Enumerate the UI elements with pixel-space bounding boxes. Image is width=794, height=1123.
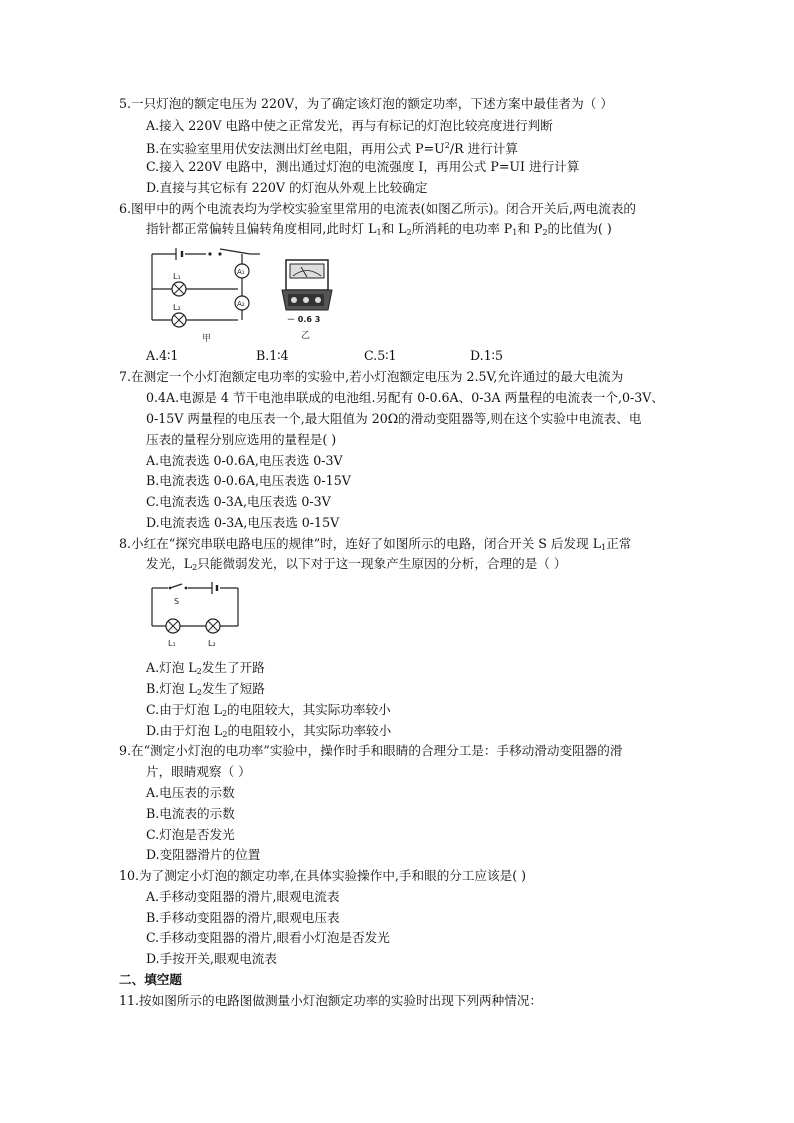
q7-stem-line3: 0-15V 两量程的电压表一个,最大阻值为 20Ω的滑动变阻器等,则在这个实验中电流表、电 [146,411,642,426]
lamp-l2-label: L₂ [173,303,181,312]
q11-stem: 11.按如图所示的电路图做测量小灯泡额定功率的实验时出现下列两种情况： [119,993,543,1008]
lamp-l2-label: L₂ [208,639,216,648]
q6-option-a: A.4∶1 [146,348,179,363]
q10-option-b: B.手移动变阻器的滑片,眼观电压表 [146,910,340,925]
q8-option-a: A.灯泡 $L_2$发生了开路 [146,660,265,676]
q10-option-a: A.手移动变阻器的滑片,眼观电流表 [146,889,340,904]
q10-option-d: D.手按开关,眼观电流表 [146,951,277,966]
figure-jia-label: 甲 [202,334,212,344]
lamp-l1-label: L₁ [173,272,181,281]
q7-option-a: A.电流表选 0-0.6A,电压表选 0-3V [146,453,343,468]
q7-stem-line1: 7.在测定一个小灯泡额定电功率的实验中,若小灯泡额定电压为 2.5V,允许通过的最大电流为 [119,369,624,384]
q6-circuit-figure [146,244,266,344]
switch-s-label: S [174,597,180,606]
q5-option-d: D.直接与其它标有 220V 的灯泡从外观上比较确定 [146,180,428,195]
figure-yi-label: 乙 [301,331,311,341]
q5-option-c: C.接入 220V 电路中，测出通过灯泡的电流强度 I，再用公式 P=UI 进行计算 [146,159,580,174]
lamp-l1-label: L₁ [168,639,176,648]
q6-option-c: C.5∶1 [364,348,397,363]
q6-stem-line1: 6.图甲中的两个电流表均为学校实验室里常用的电流表(如图乙所示)。闭合开关后,两电流表的 [119,201,637,216]
q8-option-c: C.由于灯泡 $L_2$的电阻较大，其实际功率较小 [146,702,391,718]
q9-option-b: B.电流表的示数 [146,806,235,821]
switch-line [220,249,250,254]
q9-stem-line2: 片，眼睛观察（ ） [146,764,251,779]
q8-option-d: D.由于灯泡 $L_2$的电阻较小，其实际功率较小 [146,723,392,739]
q9-option-a: A.电压表的示数 [146,785,235,800]
q9-option-d: D.变阻器滑片的位置 [146,847,261,862]
ammeter-a1-label: A₁ [237,268,245,276]
q9-stem-line1: 9.在“测定小灯泡的电功率”实验中，操作时手和眼睛的合理分工是：手移动滑动变阻器的滑 [119,743,623,758]
ammeter-scale-label: － 0.6 3 [287,315,321,324]
q7-stem-line2: 0.4A.电源是 4 节干电池串联成的电池组.另配有 0-0.6A、0-3A 两量程的电流表一个,0-3V、 [146,390,664,405]
q5-option-b: B.在实验室里用伏安法测出灯丝电阻，再用公式 $P=U^2/R$ 进行计算 [146,141,518,156]
q9-option-c: C.灯泡是否发光 [146,827,235,842]
q8-option-b: B.灯泡 $L_2$发生了短路 [146,681,265,697]
q8-circuit-figure [146,580,246,654]
ammeter-a2-label: A₂ [237,300,245,308]
q7-option-d: D.电流表选 0-3A,电压表选 0-15V [146,515,340,530]
q8-stem-line2: 发光，$L_2$只能微弱发光，以下对于这一现象产生原因的分析，合理的是（ ） [146,556,567,572]
q10-stem: 10.为了测定小灯泡的额定功率,在具体实验操作中,手和眼的分工应该是( ) [119,868,527,883]
q5-option-a: A.接入 220V 电路中使之正常发光，再与有标记的灯泡比较亮度进行判断 [146,118,553,133]
q6-option-b: B.1∶4 [256,348,289,363]
section-heading-fill-in: 二、填空题 [119,972,182,987]
q7-option-c: C.电流表选 0-3A,电压表选 0-3V [146,494,331,509]
q7-option-b: B.电流表选 0-0.6A,电压表选 0-15V [146,473,351,488]
q6-option-d: D.1∶5 [470,348,503,363]
q6-stem-line2: 指针都正常偏转且偏转角度相同,此时灯 $L_1$和 $L_2$所消耗的电功率 $P_1$和 $P_2$的比值为( ) [146,221,612,237]
q5-stem: 5.一只灯泡的额定电压为 220V，为了确定该灯泡的额定功率，下述方案中最佳者为（ ） [119,96,613,111]
q8-stem-line1: 8.小红在“探究串联电路电压的规律”时，连好了如图所示的电路，闭合开关 S 后发现 $L_1$正常 [119,536,632,552]
q10-option-c: C.手移动变阻器的滑片,眼看小灯泡是否发光 [146,930,390,945]
q7-stem-line4: 压表的量程分别应选用的量程是( ) [146,432,337,447]
q6-ammeter-figure [276,256,336,342]
